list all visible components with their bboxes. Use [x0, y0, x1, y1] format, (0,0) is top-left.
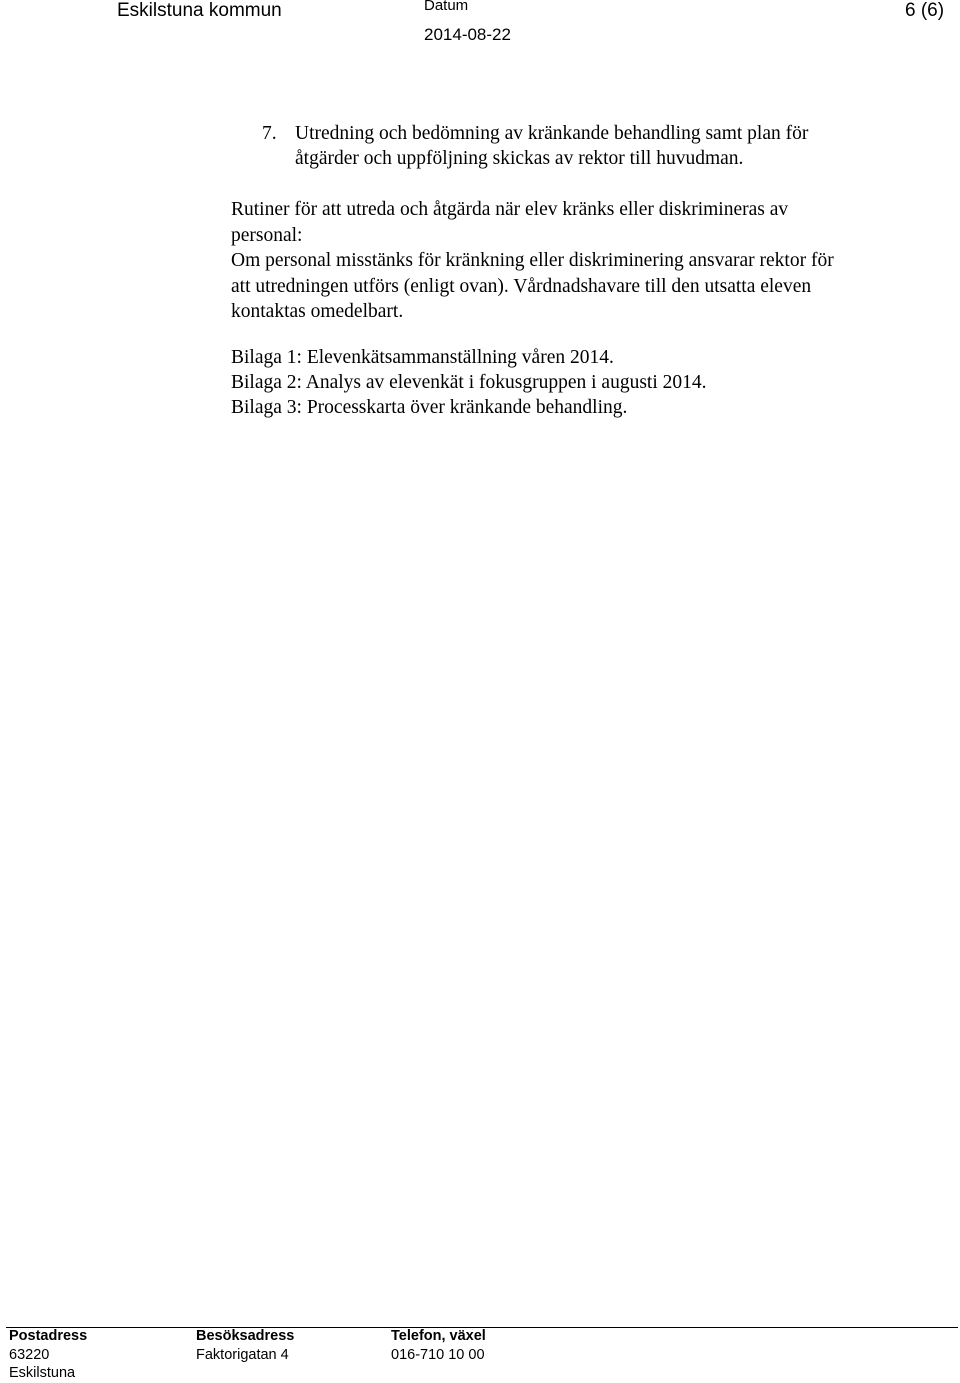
paragraph-line: personal:	[231, 224, 303, 246]
page-number: 6 (6)	[905, 0, 945, 21]
list-item-number: 7.	[262, 123, 277, 144]
date-label: Datum	[424, 0, 469, 14]
routine-paragraph	[231, 197, 931, 325]
attachment-item: Bilaga 2: Analys av elevenkät i fokusgruppen i augusti 2014.	[231, 372, 707, 393]
footer-visit-street: Faktorigatan 4	[196, 1346, 289, 1363]
paragraph-line: kontaktas omedelbart.	[231, 301, 404, 322]
attachment-item: Bilaga 3: Processkarta över kränkande behandling.	[231, 397, 628, 418]
paragraph-line: Om personal misstänks för kränkning eller diskriminering ansvarar rektor för	[231, 250, 834, 271]
footer-phone-label: Telefon, växel	[391, 1328, 486, 1344]
footer-phone-number: 016-710 10 00	[391, 1346, 485, 1363]
organization-name: Eskilstuna kommun	[117, 0, 282, 21]
footer-visit-label: Besöksadress	[196, 1328, 295, 1344]
paragraph-line: Rutiner för att utreda och åtgärda när elev kränks eller diskrimineras av	[231, 199, 789, 220]
footer-postal-code: 63220	[9, 1346, 50, 1363]
footer-phone	[391, 1327, 486, 1364]
list-item-text	[295, 122, 895, 171]
attachments-list	[231, 345, 931, 420]
list-item-line: åtgärder och uppföljning skickas av rektor till huvudman.	[295, 147, 744, 169]
footer-visit-address	[196, 1327, 294, 1364]
list-item-line: Utredning och bedömning av kränkande behandling samt plan för	[295, 123, 809, 144]
document-date: 2014-08-22	[424, 25, 511, 44]
footer-postal-address	[9, 1327, 87, 1383]
paragraph-line: att utredningen utförs (enligt ovan). Vårdnadshavare till den utsatta eleven	[231, 275, 812, 297]
footer-postal-city: Eskilstuna	[9, 1365, 76, 1381]
attachment-item: Bilaga 1: Elevenkätsammanställning våren 2014.	[231, 347, 614, 368]
footer-postal-label: Postadress	[9, 1328, 88, 1344]
